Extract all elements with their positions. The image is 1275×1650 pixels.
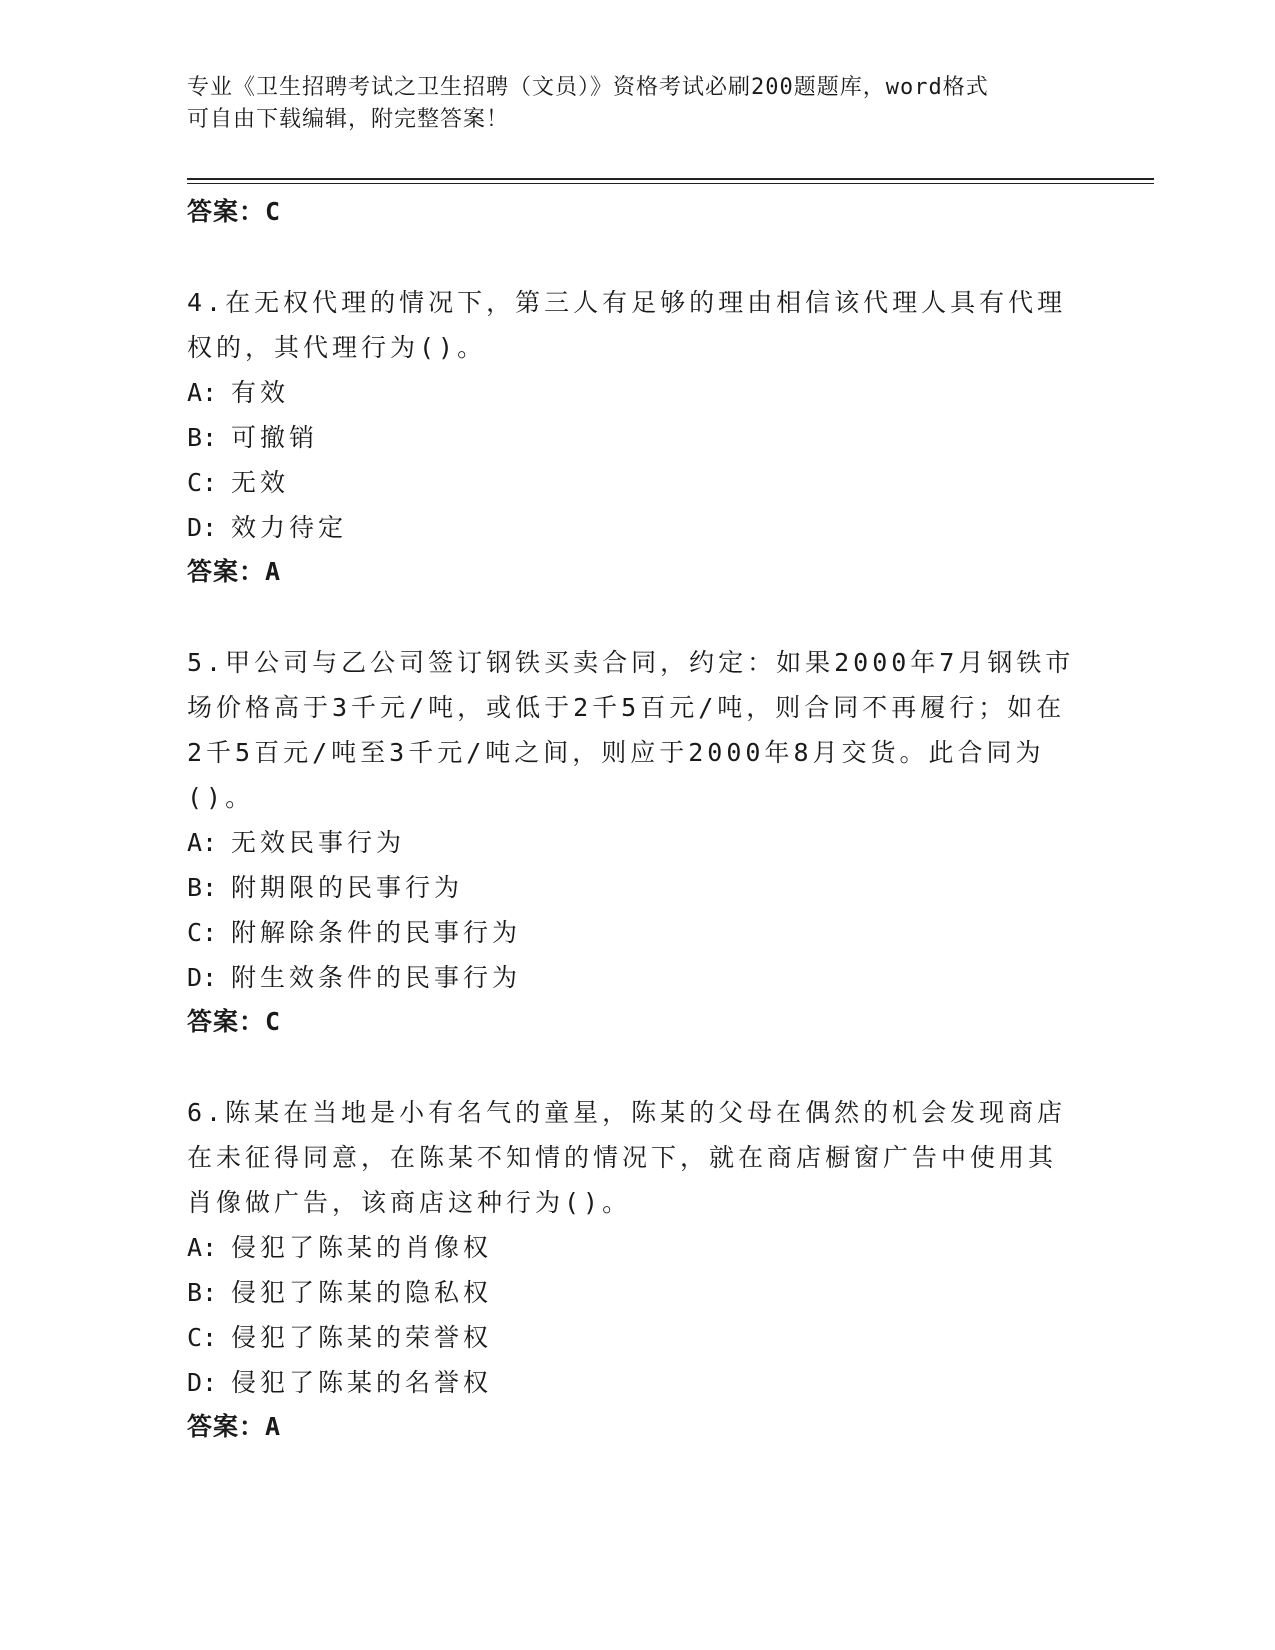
option-key: C: bbox=[187, 468, 218, 497]
question-stem: 5.甲公司与乙公司签订钢铁买卖合同，约定：如果2000年7月钢铁市场价格高于3千元/吨，或低于2千5百元/吨，则合同不再履行；如在2千5百元/吨至3千元/吨之间，则应于2000年8月交货。此合同为()。 bbox=[187, 648, 1075, 812]
option-text: 效力待定 bbox=[231, 513, 348, 542]
option-text: 无效民事行为 bbox=[231, 828, 406, 857]
question-4 bbox=[187, 280, 1077, 594]
option-key: B: bbox=[187, 1278, 218, 1307]
option-key: B: bbox=[187, 423, 218, 452]
option-key: A: bbox=[187, 1233, 218, 1262]
question-stem: 4.在无权代理的情况下，第三人有足够的理由相信该代理人具有代理权的，其代理行为()。 bbox=[187, 288, 1067, 362]
option-text: 侵犯了陈某的隐私权 bbox=[231, 1278, 493, 1307]
option-key: A: bbox=[187, 378, 218, 407]
answer-line: 答案：C bbox=[187, 197, 282, 226]
option-a bbox=[187, 820, 1077, 865]
option-key: D: bbox=[187, 963, 218, 992]
option-c bbox=[187, 1315, 1077, 1360]
option-key: C: bbox=[187, 1323, 218, 1352]
option-text: 附生效条件的民事行为 bbox=[231, 963, 522, 992]
option-text: 有效 bbox=[231, 378, 290, 407]
option-a bbox=[187, 1225, 1077, 1270]
option-text: 侵犯了陈某的荣誉权 bbox=[231, 1323, 493, 1352]
option-text: 侵犯了陈某的肖像权 bbox=[231, 1233, 493, 1262]
option-text: 侵犯了陈某的名誉权 bbox=[231, 1368, 493, 1397]
option-key: A: bbox=[187, 828, 218, 857]
option-b bbox=[187, 415, 1077, 460]
option-d bbox=[187, 505, 1077, 550]
answer-line: 答案：C bbox=[187, 1007, 282, 1036]
option-a bbox=[187, 370, 1077, 415]
header-line-1: 专业《卫生招聘考试之卫生招聘（文员）》资格考试必刷200题题库，word格式 bbox=[187, 75, 989, 100]
option-d bbox=[187, 1360, 1077, 1405]
option-text: 无效 bbox=[231, 468, 290, 497]
question-5 bbox=[187, 640, 1077, 1044]
option-b bbox=[187, 865, 1077, 910]
option-b bbox=[187, 1270, 1077, 1315]
option-text: 附解除条件的民事行为 bbox=[231, 918, 522, 947]
option-c bbox=[187, 910, 1077, 955]
document-body bbox=[187, 190, 1077, 1449]
document-header bbox=[187, 72, 1067, 136]
answer-line: 答案：A bbox=[187, 557, 282, 586]
header-divider bbox=[187, 178, 1154, 180]
answer-line: 答案：A bbox=[187, 1412, 282, 1441]
header-line-2: 可自由下载编辑，附完整答案！ bbox=[187, 107, 510, 132]
option-d bbox=[187, 955, 1077, 1000]
option-key: D: bbox=[187, 1368, 218, 1397]
option-key: D: bbox=[187, 513, 218, 542]
option-text: 可撤销 bbox=[231, 423, 319, 452]
option-text: 附期限的民事行为 bbox=[231, 873, 464, 902]
question-stem: 6.陈某在当地是小有名气的童星，陈某的父母在偶然的机会发现商店在未征得同意，在陈某不知情的情况下，就在商店橱窗广告中使用其肖像做广告，该商店这种行为()。 bbox=[187, 1098, 1067, 1217]
option-key: C: bbox=[187, 918, 218, 947]
option-c bbox=[187, 460, 1077, 505]
question-6 bbox=[187, 1090, 1077, 1449]
header-divider-thin bbox=[187, 183, 1154, 184]
option-key: B: bbox=[187, 873, 218, 902]
